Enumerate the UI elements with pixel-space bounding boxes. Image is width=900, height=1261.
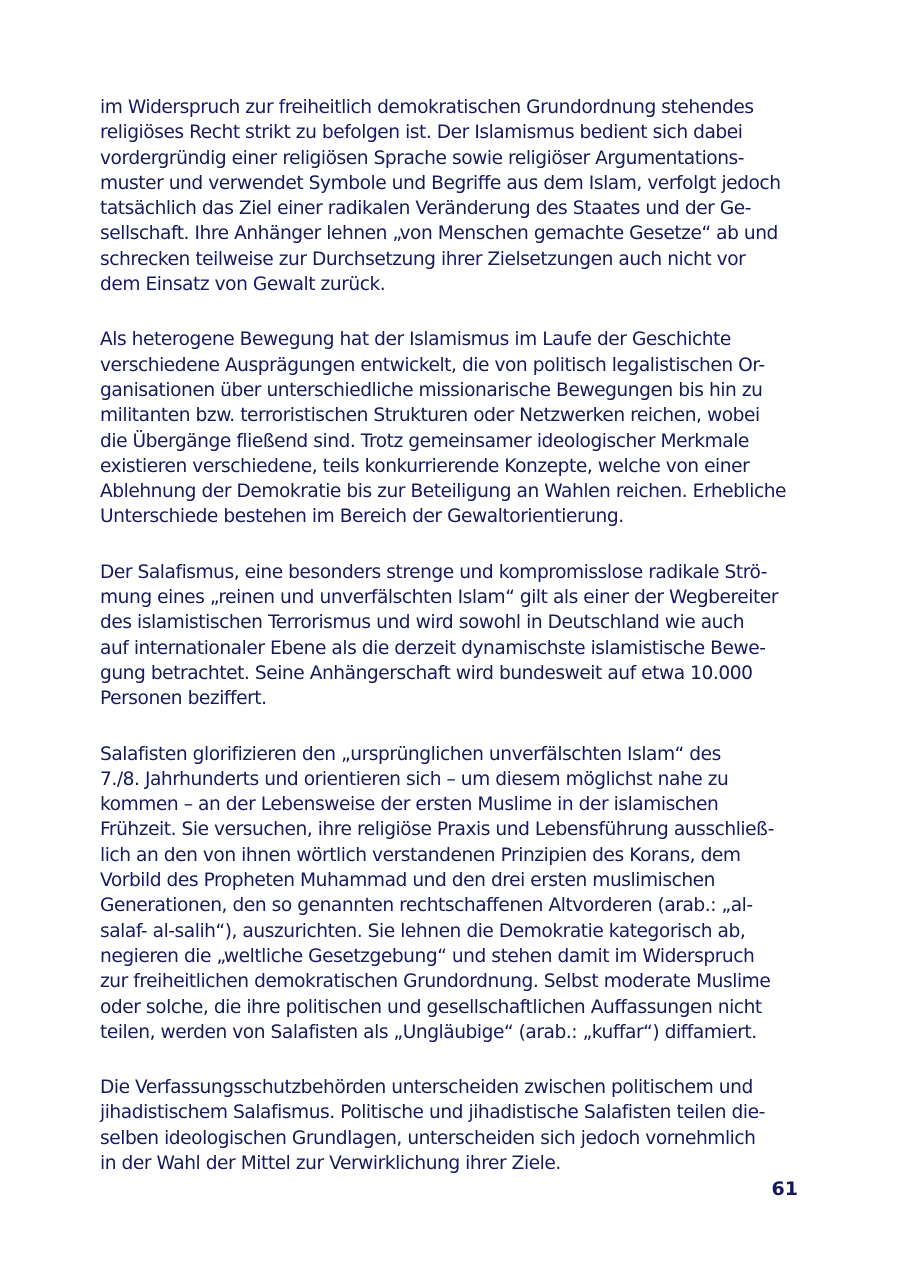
text-line: sellschaft. Ihre Anhänger lehnen „von Menschen gemachte Gesetze“ ab und — [100, 223, 778, 245]
text-line: schrecken teilweise zur Durchsetzung ihrer Zielsetzungen auch nicht vor — [100, 248, 746, 270]
text-line: 7./8. Jahrhunderts und orientieren sich – um diesem möglichst nahe zu — [100, 768, 729, 790]
paragraph-3 — [100, 560, 800, 712]
paragraph-1 — [100, 95, 800, 297]
text-line: im Widerspruch zur freiheitlich demokratischen Grundordnung stehendes — [100, 97, 754, 118]
text-line: Vorbild des Propheten Muhammad und den drei ersten muslimischen — [100, 870, 716, 892]
text-line: negieren die „weltliche Gesetzgebung“ und stehen damit im Widerspruch — [100, 945, 755, 967]
text-line: salaf- al-salih“), auszurichten. Sie lehnen die Demokratie kategorisch ab, — [100, 920, 746, 942]
text-line: gung betrachtet. Seine Anhängerschaft wird bundesweit auf etwa 10.000 — [100, 662, 753, 684]
text-line: tatsächlich das Ziel einer radikalen Veränderung des Staates und der Ge- — [100, 198, 752, 220]
page-number: 61 — [771, 1178, 798, 1200]
text-line: kommen – an der Lebensweise der ersten Muslime in der islamischen — [100, 794, 719, 816]
text-line: Ablehnung der Demokratie bis zur Beteiligung an Wahlen reichen. Erhebliche — [100, 481, 787, 503]
text-line: des islamistischen Terrorismus und wird sowohl in Deutschland wie auch — [100, 612, 745, 634]
text-line: militanten bzw. terroristischen Strukturen oder Netzwerken reichen, wobei — [100, 405, 760, 427]
text-line: Die Verfassungsschutzbehörden unterscheiden zwischen politischem und — [100, 1077, 753, 1099]
text-line: in der Wahl der Mittel zur Verwirklichung ihrer Ziele. — [100, 1152, 561, 1174]
text-line: Generationen, den so genannten rechtschaffenen Altvorderen (arab.: „al- — [100, 895, 753, 917]
text-line: die Übergänge fließend sind. Trotz gemeinsamer ideologischer Merkmale — [100, 430, 749, 452]
text-line: existieren verschiedene, teils konkurrierende Konzepte, welche von einer — [100, 455, 750, 477]
text-line: jihadistischem Salafismus. Politische und jihadistische Salafisten teilen die- — [100, 1102, 765, 1124]
text-line: verschiedene Ausprägungen entwickelt, die von politisch legalistischen Or- — [100, 354, 765, 376]
paragraph-4 — [100, 742, 800, 1046]
text-line: Unterschiede bestehen im Bereich der Gewaltorientierung. — [100, 506, 624, 528]
body-text — [100, 95, 800, 1206]
text-line: muster und verwendet Symbole und Begriffe aus dem Islam, verfolgt jedoch — [100, 172, 781, 194]
text-line: teilen, werden von Salafisten als „Ungläubige“ (arab.: „kuffar“) diffamiert. — [100, 1021, 757, 1043]
text-line: selben ideologischen Grundlagen, unterscheiden sich jedoch vornehmlich — [100, 1127, 756, 1149]
paragraph-5 — [100, 1075, 800, 1176]
text-line: zur freiheitlichen demokratischen Grundordnung. Selbst moderate Muslime — [100, 971, 771, 993]
text-line: vordergründig einer religiösen Sprache sowie religiöser Argumentations- — [100, 147, 745, 169]
text-line: Als heterogene Bewegung hat der Islamismus im Laufe der Geschichte — [100, 329, 731, 351]
paragraph-2 — [100, 327, 800, 529]
text-line: auf internationaler Ebene als die derzeit dynamischste islamistische Bewe- — [100, 637, 766, 659]
text-line: dem Einsatz von Gewalt zurück. — [100, 274, 386, 296]
text-line: Der Salafismus, eine besonders strenge und kompromisslose radikale Strö- — [100, 561, 768, 583]
text-line: Frühzeit. Sie versuchen, ihre religiöse Praxis und Lebensführung ausschließ- — [100, 819, 774, 841]
text-line: mung eines „reinen und unverfälschten Islam“ gilt als einer der Wegbereiter — [100, 587, 779, 609]
text-line: lich an den von ihnen wörtlich verstandenen Prinzipien des Korans, dem — [100, 844, 741, 866]
text-line: Personen beziffert. — [100, 688, 267, 710]
text-line: Salafisten glorifizieren den „ursprünglichen unverfälschten Islam“ des — [100, 743, 721, 765]
text-line: religiöses Recht strikt zu befolgen ist. Der Islamismus bedient sich dabei — [100, 122, 743, 144]
text-line: ganisationen über unterschiedliche missionarische Bewegungen bis hin zu — [100, 379, 763, 401]
text-line: oder solche, die ihre politischen und gesellschaftlichen Auffassungen nicht — [100, 996, 762, 1018]
